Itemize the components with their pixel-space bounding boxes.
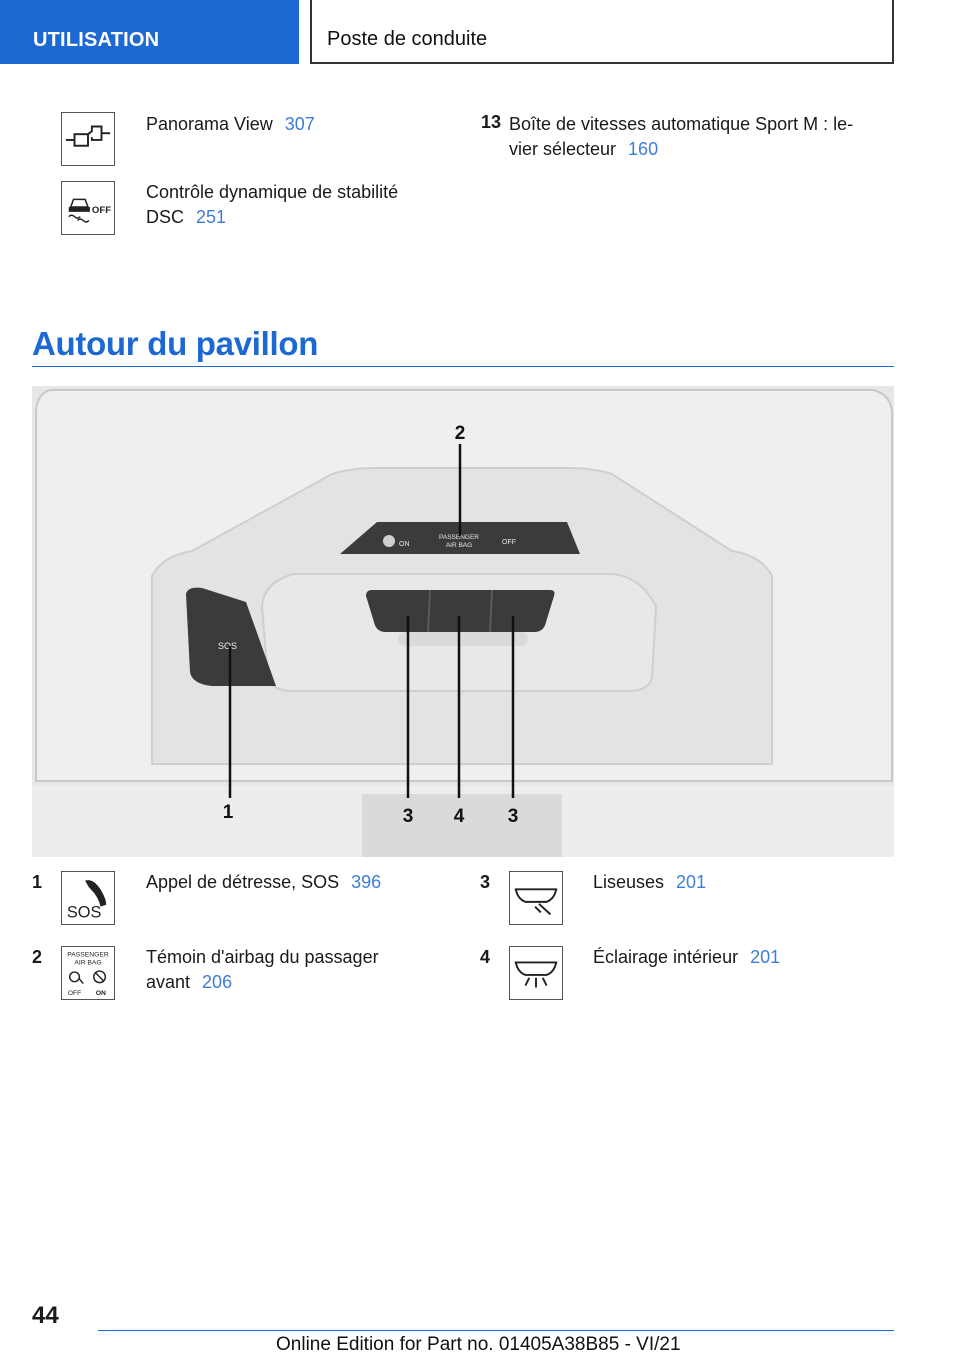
callout-4: 4 [453, 806, 465, 827]
legend-3-page-link[interactable]: 201 [676, 872, 707, 892]
panel-on-text: ON [399, 541, 410, 548]
header-chapter-tab [310, 0, 894, 64]
airbag-icon-on: ON [95, 990, 106, 998]
item-13 [509, 112, 853, 162]
item-13-label-line1: Boîte de vitesses automatique Sport M : le- [509, 114, 854, 134]
legend-1-number: 1 [32, 872, 43, 892]
dsc-page-link[interactable]: 251 [196, 207, 227, 227]
footer-rule [98, 1330, 894, 1331]
legend-3-number: 3 [480, 872, 491, 892]
figure-sos-text: SOS [218, 641, 238, 651]
section-rule [32, 366, 894, 367]
dsc-label-line1: Contrôle dynamique de stabilité [146, 182, 399, 202]
header-chapter-label: Poste de conduite [327, 28, 488, 50]
dsc-label-line2: DSC [146, 207, 185, 227]
callout-1: 1 [222, 802, 234, 823]
airbag-icon-line2: AIR BAG [74, 959, 102, 967]
legend-2-label-line1: Témoin d'airbag du passager [146, 947, 379, 967]
legend-2 [146, 945, 379, 995]
legend-1-page-link[interactable]: 396 [351, 872, 382, 892]
panorama-view-page-link[interactable]: 307 [284, 114, 315, 134]
callout-3-right: 3 [507, 806, 519, 827]
dsc-off-icon-text: OFF [91, 204, 112, 216]
legend-4-number: 4 [480, 947, 491, 967]
dsc-off-icon [61, 181, 115, 235]
legend-1-label: Appel de détresse, SOS [146, 872, 340, 892]
airbag-icon-line1: PASSENGER [67, 951, 109, 959]
legend-2-label-line2: avant [146, 972, 191, 992]
reading-light-icon [509, 871, 563, 925]
panorama-view-label: Panorama View [146, 114, 273, 134]
legend-2-number: 2 [32, 947, 43, 967]
header-section-tab [0, 0, 299, 64]
legend-1 [146, 870, 381, 895]
page-number: 44 [32, 1302, 59, 1329]
item-13-page-link[interactable]: 160 [628, 139, 659, 159]
legend-4-page-link[interactable]: 201 [750, 947, 781, 967]
header-section-label: UTILISATION [33, 29, 160, 51]
roof-console-figure [32, 386, 894, 857]
callout-3-left: 3 [402, 806, 414, 827]
legend-2-page-link[interactable]: 206 [202, 972, 233, 992]
panel-airbag-text: AIR BAG [445, 542, 473, 549]
legend-3-label: Liseuses [593, 872, 665, 892]
section-title: Autour du pavillon [32, 325, 319, 362]
panel-off-text: OFF [502, 539, 516, 546]
callout-2: 2 [454, 423, 466, 444]
legend-3 [593, 870, 706, 895]
sos-icon-text: SOS [66, 903, 102, 922]
legend-4 [593, 945, 780, 970]
item-13-label-line2: vier sélecteur [509, 139, 617, 159]
airbag-indicator-icon [61, 946, 115, 1000]
airbag-icon-off: OFF [67, 990, 82, 998]
legend-4-label: Éclairage intérieur [593, 947, 739, 967]
sos-icon [61, 871, 115, 925]
footer-edition: Online Edition for Part no. 01405A38B85 - VI/21 [276, 1334, 681, 1355]
item-13-number: 13 [481, 112, 502, 132]
panorama-view-item [146, 112, 315, 137]
interior-light-icon [509, 946, 563, 1000]
dsc-item [146, 180, 398, 230]
panorama-view-icon [61, 112, 115, 166]
panel-passenger-text: PASSENGER [439, 534, 479, 541]
